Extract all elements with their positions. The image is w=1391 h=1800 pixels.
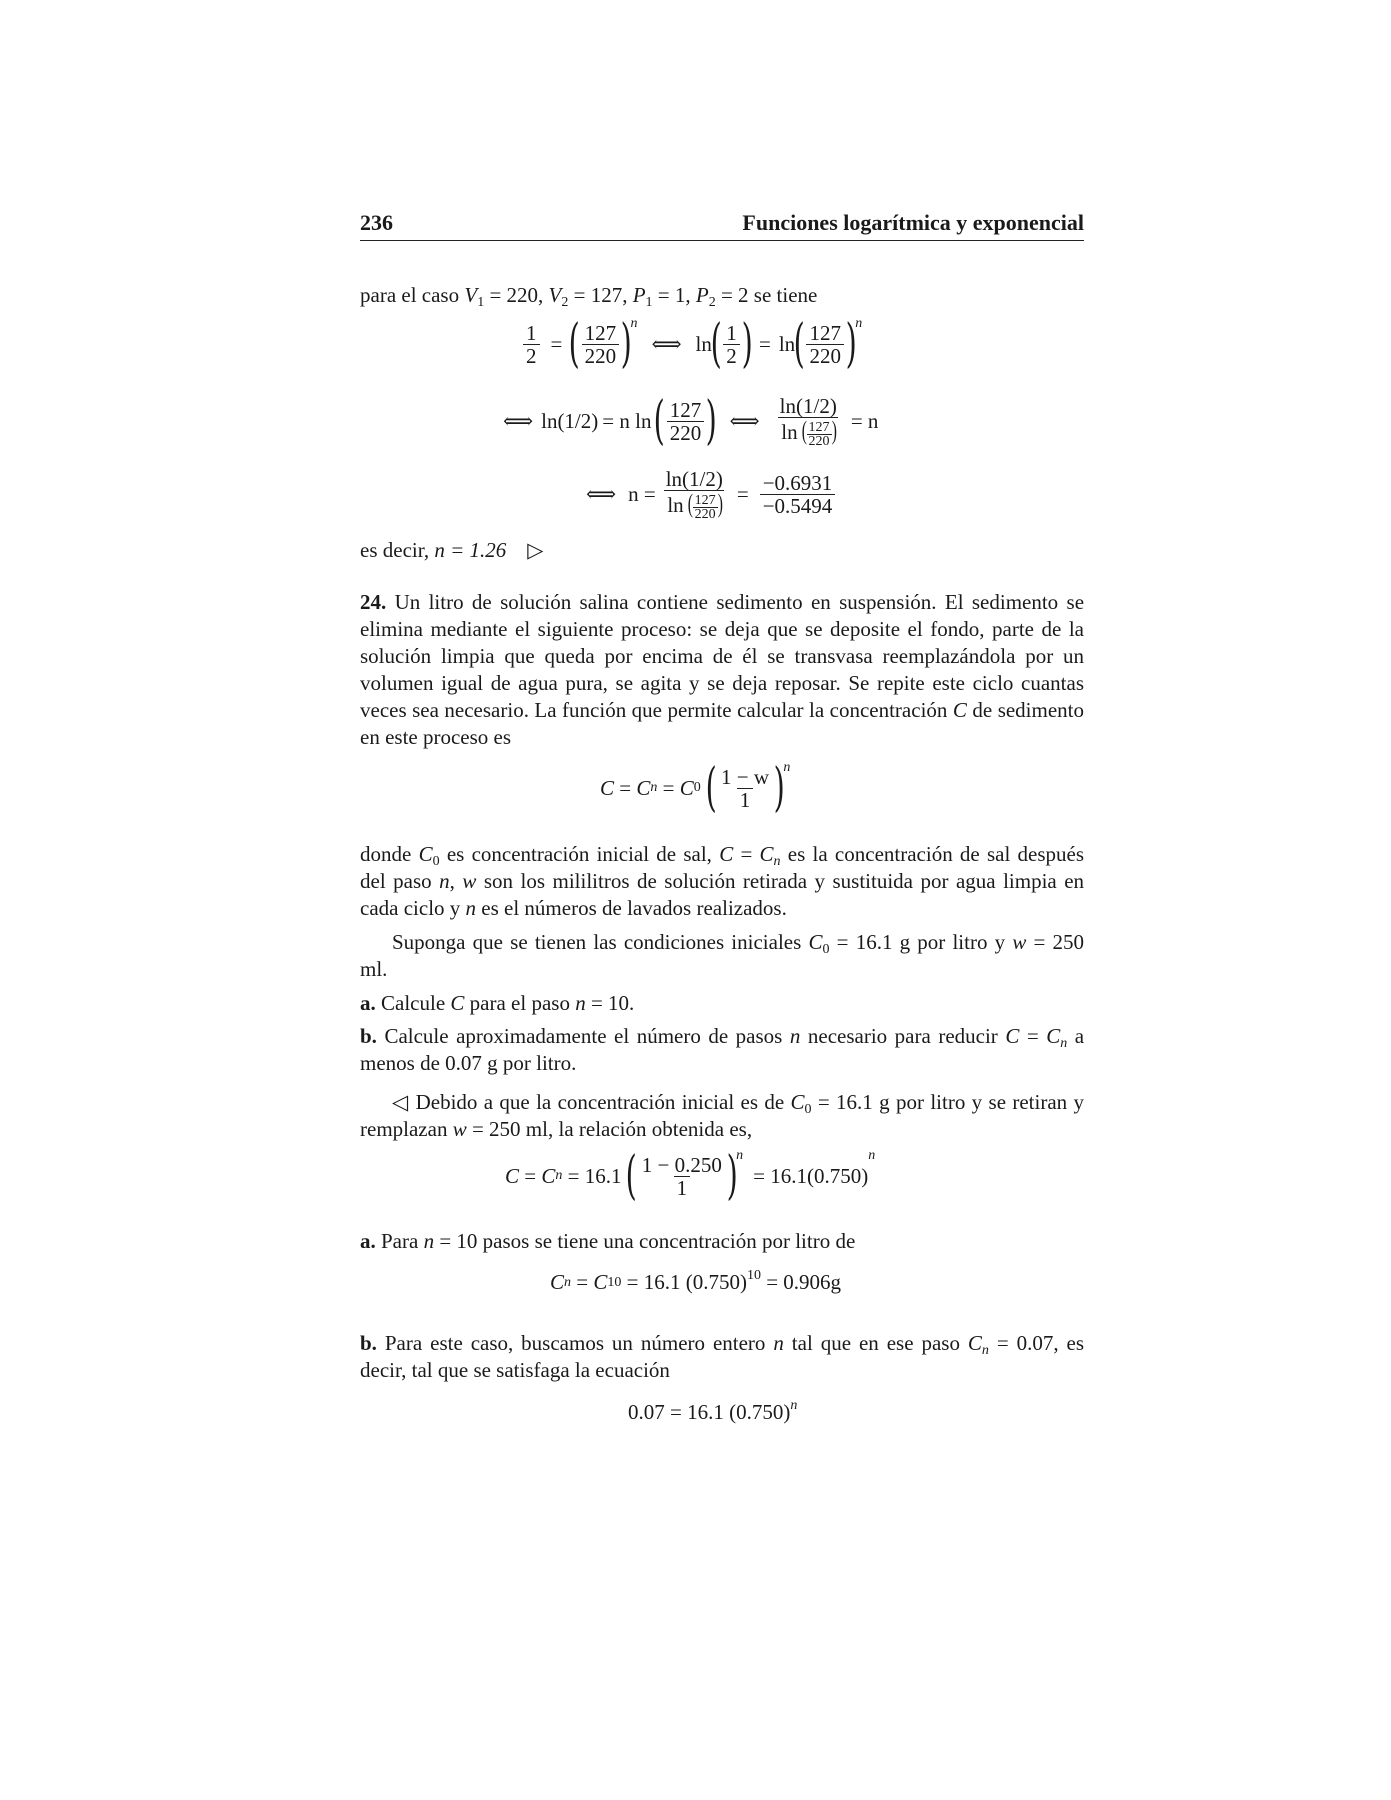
question-a: a. Calcule C para el paso n = 10.: [360, 991, 635, 1015]
equation-2: ⟺ ln(1/2) = n ln ( $\frac{127}{220}$ ) ⟺ ln(1/2) ln ( $\frac{127}{220}$ ) = n: [503, 391, 879, 452]
intro-line: para el caso $V_1 = 220$, $V_2 = 127$, $P_1 = 1$, $P_2 = 2$ se tiene: [360, 283, 818, 310]
result-formula: C n = C 10 = 16.1 (0.750) 10 = 0.906g: [550, 1268, 842, 1294]
definitions: donde $C_0$ es concentración inicial de sal, $C = C_n$ es la concentración de sal después del paso n, w son los mililitros de solución retirada y sustituida por agua limpia en cada ciclo y n es el números de lavados realizados.: [360, 842, 1085, 920]
equation-3: ⟺ n = ln(1/2) ln ( $\frac{127}{220}$ ) = $\frac{-0.6931}{-0.5494}$: [578, 468, 838, 521]
conclusion: es decir, n = 1.26 ▷: [360, 538, 544, 562]
question-b: b. Calcule aproximadamente el número de pasos n necesario para reducir $C = C_n$ a menos de 0.07 g por litro.: [360, 1024, 1085, 1075]
solution-start-icon: ◁: [392, 1090, 410, 1114]
end-proof-icon: ▷: [527, 538, 544, 562]
running-header: [360, 206, 1084, 241]
concentration-formula-2: C = C n = 16.1 ( $\frac{1 - 0.250}{1}$ ) n = 16.1(0.750) n: [505, 1146, 876, 1206]
initial-conditions: Suponga que se tienen las condiciones iniciales $C_0 = 16.1$ g por litro y w = 250 ml.: [360, 930, 1085, 981]
answer-a: a. Para n = 10 pasos se tiene una concentración por litro de: [360, 1229, 856, 1253]
final-equation: 0.07 = 16.1 (0.750) n: [628, 1398, 798, 1424]
chapter-title: Funciones logarítmica y exponencial: [742, 210, 1084, 235]
page-number: 236: [360, 210, 393, 235]
concentration-formula: C = C n = C 0 ( $\frac{1 - w}{1}$ ) n: [600, 758, 791, 818]
problem-24: 24. Un litro de solución salina contiene sedimento en suspensión. El sedimento se elimina mediante el siguiente proceso: se deja que se deposite el fondo, parte de la solución limpia que queda por encima de él se transvasa reemplazándola por un volumen igual de agua pura, se agita y se deja reposar. Se repite este ciclo cuantas veces sea necesario. La función que permite calcular la concentración C de sedimento en este proceso es: [360, 590, 1085, 749]
problem-number: 24.: [360, 590, 387, 614]
equation-1: $\frac{1}{2}$ = ( $\frac{127}{220}$ ) n ⟺ ln ( $\frac{1}{2}$ ) = ln ( $\frac{127}{220}$ ) n: [520, 318, 862, 370]
answer-b: b. Para este caso, buscamos un número entero n tal que en ese paso $C_n = 0.07$, es decir, tal que se satisfaga la ecuación: [360, 1331, 1085, 1382]
solution-intro: ◁ Debido a que la concentración inicial es de $C_0 = 16.1$ g por litro y se retiran y remplazan w = 250 ml, la relación obtenida es,: [360, 1090, 1084, 1141]
